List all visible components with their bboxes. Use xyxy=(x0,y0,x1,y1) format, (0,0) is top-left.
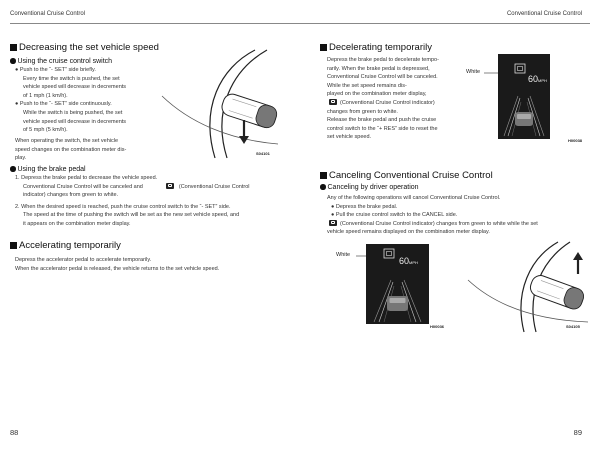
brake-steps: 1. Depress the brake pedal to decrease the vehicle speed. Conventional Cruise Control will be canceled and (Conventional Cruise Control indicator) changes from green to white. 2. When the desired speed is reached, push the cruise control switch to the “- SET” side. The speed at the time of pushing the switch will be set as the new set vehicle speed, and it appears on the combination meter display. xyxy=(15,174,293,229)
round-bullet-icon xyxy=(10,58,16,64)
set-speed-display: 60MPH xyxy=(528,74,547,84)
bullet-long-push-detail: While the switch is being pushed, the set vehicle speed will decrease in decrements of 5 mph (5 km/h). xyxy=(23,109,127,134)
step-1-detail: Conventional Cruise Control will be canceled and (Conventional Cruise Control xyxy=(23,183,250,190)
step-2-detail: The speed at the time of pushing the switch will be set as the new set vehicle speed, and it appears on the combination meter display. xyxy=(23,212,240,227)
bullet-cancel-switch: ● Pull the cruise control switch to the CANCEL side. xyxy=(331,212,458,219)
leader-line xyxy=(484,71,498,75)
cruise-switch-illustration xyxy=(160,48,285,160)
bullet-short-push: ● Push to the “- SET” side briefly. xyxy=(15,67,96,73)
figure-code: H00036 xyxy=(430,324,445,329)
subheading-switch: Using the cruise control switch xyxy=(10,58,112,65)
running-header-right: Conventional Cruise Control xyxy=(506,11,582,17)
leader-line xyxy=(356,254,366,258)
page-number-left: 88 xyxy=(10,428,19,437)
meter-graphic xyxy=(366,244,429,324)
meter-display xyxy=(366,244,429,324)
round-bullet-icon xyxy=(10,166,16,172)
bullet-short-push-detail: Every time the switch is pushed, the set vehicle speed will decrease in decrements of 1 mph (1 km/h). xyxy=(23,75,127,99)
running-header-left: Conventional Cruise Control xyxy=(10,11,86,17)
set-speed-display: 60MPH xyxy=(399,256,418,266)
round-bullet-icon xyxy=(320,184,326,190)
step-1: 1. Depress the brake pedal to decrease the vehicle speed. xyxy=(15,175,158,181)
switch-note: When operating the switch, the set vehicle speed changes on the combination meter dis- play. xyxy=(15,138,127,162)
figure-cancel-switch xyxy=(466,240,592,334)
figure-meter-decelerating xyxy=(466,54,590,150)
square-bullet-icon xyxy=(320,172,327,179)
figure-meter-canceling xyxy=(336,244,456,334)
square-bullet-icon xyxy=(10,242,17,249)
bullet-long-push: ● Push to the “- SET” side continuously. xyxy=(15,101,112,108)
cancel-switch-illustration xyxy=(466,240,592,334)
bullet-depress-brake: ● Depress the brake pedal. xyxy=(331,203,398,210)
square-bullet-icon xyxy=(10,44,17,51)
figure-code: S04105 xyxy=(566,324,580,329)
cruise-indicator-icon xyxy=(329,99,337,105)
white-label: White xyxy=(466,69,481,75)
accelerating-text: Depress the accelerator pedal to accelerate temporarily. When the accelerator pedal is released, the vehicle returns to the set vehicle speed. xyxy=(15,257,220,272)
cruise-indicator-icon xyxy=(329,220,337,226)
section-title-decelerating: Decelerating temporarily xyxy=(320,42,432,53)
cruise-indicator-icon xyxy=(166,183,174,189)
section-title-canceling: Canceling Conventional Cruise Control xyxy=(320,170,493,181)
square-bullet-icon xyxy=(320,44,327,51)
section-title-accelerating: Accelerating temporarily xyxy=(10,240,121,251)
subheading-brake: Using the brake pedal xyxy=(10,166,86,173)
figure-code: H00038 xyxy=(568,138,583,143)
header-rule xyxy=(10,23,590,24)
step-2: 2. When the desired speed is reached, push the cruise control switch to the “- SET” side. xyxy=(15,203,231,210)
decelerating-text: Depress the brake pedal to decelerate tempo- rarily. When the brake pedal is depressed, Conventional Cruise Control will be canceled. While the set speed remains dis- played on the combination meter display, (Conventional Cruise Control indicator) changes from green to white. Release the brake pedal and push the cruise control switch to the “+ RES” side to reset the set vehicle speed. xyxy=(327,57,439,141)
figure-code: S04101 xyxy=(256,151,270,156)
switch-instructions xyxy=(15,66,152,135)
meter-graphic xyxy=(498,54,550,139)
canceling-text: Any of the following operations will cancel Conventional Cruise Control. ● Depress the brake pedal. ● Pull the cruise control switch to the CANCEL side. (Conventional Cruise Control indicator) changes from green to white while the set vehicle speed remains displayed on the combination meter display. xyxy=(327,194,589,237)
meter-display xyxy=(498,54,550,139)
page-number-right: 89 xyxy=(573,428,582,437)
figure-cruise-switch xyxy=(160,48,285,160)
white-label: White xyxy=(336,252,351,258)
section-title-decreasing: Decreasing the set vehicle speed xyxy=(10,42,159,53)
subheading-driver-operation: Canceling by driver operation xyxy=(320,184,419,191)
